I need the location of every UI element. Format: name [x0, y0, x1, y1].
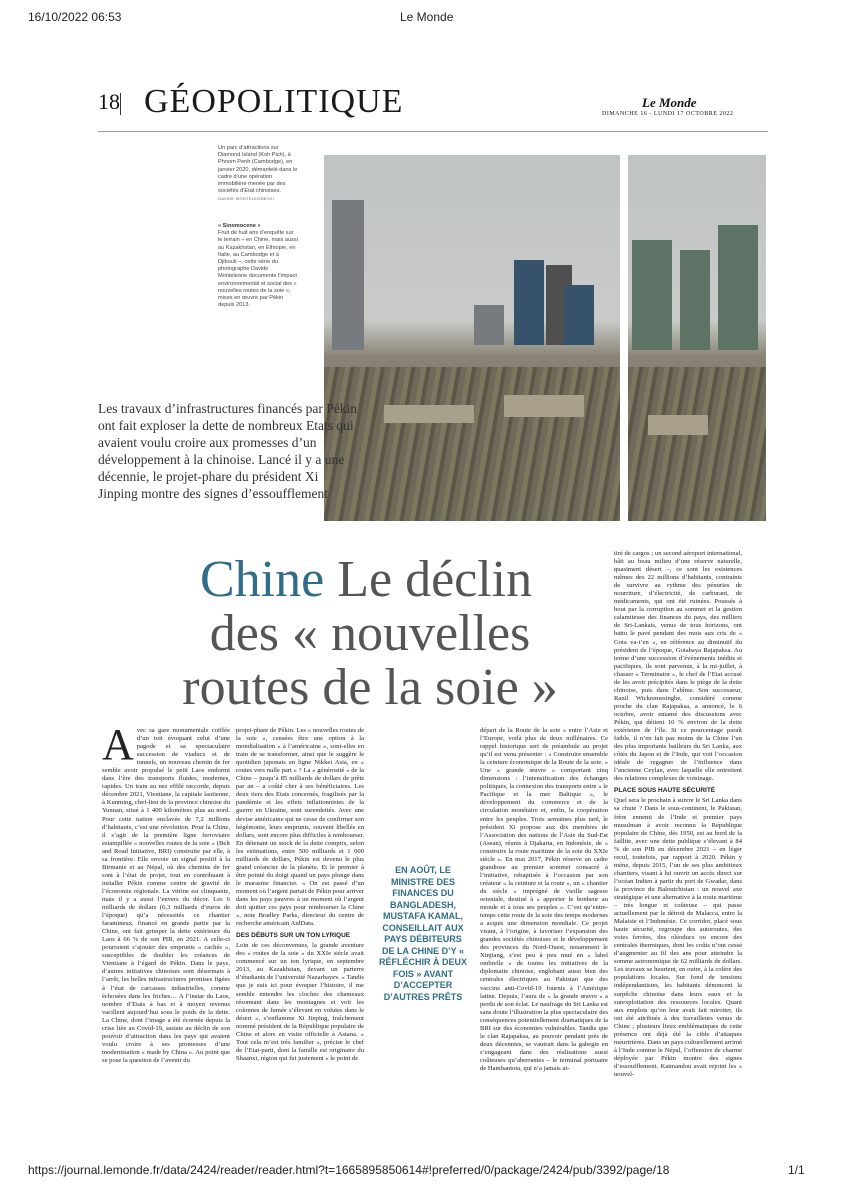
photo-right: [628, 155, 766, 521]
photo-debris: [384, 405, 474, 423]
photo-tower: [564, 285, 594, 345]
photo-tower: [514, 260, 544, 345]
article-title-rest: [150, 607, 590, 715]
title-keyword: Chine: [200, 551, 325, 608]
photo-tower: [474, 305, 504, 345]
photo-debris: [504, 395, 584, 417]
photo-tower: [632, 240, 672, 350]
column-4-text-b: Quel sera le prochain à suivre le Sri Lanka dans sa chute ? Dans le sous-continent, le Pakistan, frère ennemi de l’Inde et premier pays musulman à avoir reconnu la République populaire de Chine, dès 1950, est au bord de la faillite, avec une dette publique s’élevant à 84 % de son PIB en décembre 2021 – en léger recul, toutefois, par rapport à 2020. Pékin y mène, depuis 2015, l’un de ses plus ambitieux chantiers, visant à lui ouvrir un accès direct sur l’océan Indien à partir du port de Gwadar, dans la province du Baloutchistan : un nouvel axe stratégique et une alternative à la route maritime – très longue et coûteuse – qui passe actuellement par le détroit de Malacca, entre la Malaisie et l’Indonésie. Ce corridor, placé sous haute sécurité, regroupe des autoroutes, des voies ferrées, des oléoducs ou encore des centrales thermiques, dont les coûts n’ont cessé d’augmenter au fil des ans pour atteindre la somme astronomique de 62 milliards de dollars. Les travaux se heurtent, en outre, à la colère des populations locales. Sur fond de tensions indépendantistes, les habitants dénoncent la surpêche chinoise dans leurs eaux et la surexploitation des ressources locales. Quant aux emplois qu’on leur avait fait miroiter, ils ont été attribués à des travailleurs venus de Chine ; plusieurs lieux emblématiques de cette présence ont déjà été la cible d’attaques meurtrières. Dans un pays culturellement arrimé à l’Inde comme le Népal, l’offensive de charme déployée par Pékin montre des signes d’essoufflement. Katmandou avait rejoint les « nouvel-: [614, 797, 742, 1078]
pull-quote: EN AOÛT, LE MINISTRE DES FINANCES DU BANGLADESH, MUSTAFA KAMAL, CONSEILLAIT AUX PAYS DÉBITEURS DE LA CHINE D’Y « RÉFLÉCHIR À DEUX FOIS » AVANT D’ACCEPTER D’AUTRES PRÊTS: [378, 865, 467, 1002]
article-column-1: [102, 720, 230, 1065]
column-2-text: projet-phare de Pékin. Les « nouvelles routes de la soie », censées être une option à la mondialisation « à l’américaine », sont-elles en train de se transformer, ainsi que le suggère le quotidien japonais en ligne Nikkei Asia, en « routes vers nulle part » ? La « générosité » de la Chine – jusqu’à 85 milliards de dollars de prêts par an – a coûté cher à ses bénéficiaires. Les deux tiers des Etats concernés, fragilisés par la pandémie et les effets inflationnistes de la guerre en Ukraine, sont surendettés. Avec une devise américaine qui ne cesse de confirmer son hégémonie, leurs emprunts, souvent libellés en dollars, sont encore plus difficiles à rembourser. En détenant un stock de la dette compris, selon les estimations, entre 500 milliards et 1 000 milliards de dollars, Pékin est devenu le plus grand créancier de la planète. Et le premier à être pointé du doigt quand un pays plonge dans le marasme financier. « On est passé d’un moment où l’argent partait de Pékin pour arriver dans les pays pauvres à un moment où l’argent doit quitter ces pays pour rembourser la Chine », note Bradley Parks, directeur du centre de recherche américain AidData.: [236, 727, 364, 928]
page-number: 18: [98, 89, 120, 114]
series-caption: [218, 223, 298, 309]
column-3-text: départ de la Route de la soie » entre l’Asie et l’Europe, voilà plus de deux millénaires. Ce rappel historique sert de préambule au projet qu’il est venu présenter : « Construire ensemble la ceinture économique de la Route de la soie. » Une « grande œuvre » comportant cinq dimensions : l’intensification des échanges politiques, la connexion des transports entre « le Pacifique et la mer Baltique », le développement du commerce et de la circulation monétaire et, enfin, la coopération entre les peuples. Trois semaines plus tard, le président Xi propose aux dix membres de l’Association des nations de l’Asie du Sud-Est (Asean), réunis à Djakarta, en Indonésie, de « construire la route maritime de la soie du XXIe siècle ». En mai 2017, Pékin réserve un cadre grandiose au premier sommet consacré à l’initiative, rebaptisée à l’occasion par son créateur « la ceinture et la route », un « chantier du siècle » imprégné de vieille sagesse orientale, destiné à « apporter le bonheur au monde et à tous ses peuples ». C’est qu’entre-temps cette route de la soie des temps modernes a acquis une dimension mondiale. Ce projet visant, à l’origine, à favoriser l’expansion des grandes sociétés chinoises et le développement des provinces du Nord-Ouest, notamment le Xinjiang, s’est peu à peu mué en « label ombrelle » de toutes les initiatives de la diplomatie chinoise, englobant aussi bien des centrales électriques au Pakistan que des vaccins anti-Covid-19 fournis à l’Amérique latine. Depuis, l’aura de « la grande œuvre » a perdu de son éclat. Le naufrage du Sri Lanka est sans doute l’illustration la plus spectaculaire des conséquences potentiellement dramatiques de la BRI sur des économies vulnérables. Tandis que le clan Rajapaksa, au pouvoir pendant près de deux décennies, se vautrait dans la gabegie en s’engageant dans des réalisations aussi coûteuses qu’aberrantes – le terminal portuaire de Hambantota, qui n’a jamais at-: [480, 727, 608, 1072]
title-text-1: Le déclin: [337, 551, 533, 608]
issue-date: DIMANCHE 16 - LUNDI 17 OCTOBRE 2022: [602, 111, 734, 117]
column-4-text: tiré de cargos ; un second aéroport international, bâti au beau milieu d’une réserve naturelle, quasiment désert –, ce sont les existences mêmes des 22 millions d’habitants, contraints de survivre au rythme des pénuries de nourriture, d’électricité, de carburant, de médicaments, qui ont été ruinées. Poussés à bout par la corruption au sommet et la gestion calamiteuse des finances du pays, des milliers de Sri-Lankais, venus de tous horizons, ont battu le pavé pendant des mois aux cris de « Gota va-t’en », en référence au diminutif du président de l’époque, Gotabaya Rajapaksa. Au terme d’une succession d’événements inédits et pacifiques, ils sont parvenus, à la mi-juillet, à chasser « Terminator », le chef de l’Etat accusé de les avoir précipités dans le piège de la dette chinoise, puis dans l’abîme. Son successeur, Ranil Wickremesinghe, considéré comme proche du clan Rajapaksa, a annoncé, le 6 octobre, avoir entamé des discussions avec Pékin, qui détient 10 % environ de la dette extérieure de l’île. Si ce pourcentage paraît faible, il n’en fait pas moins de la Chine l’un des plus importants bailleurs du Sri Lanka, aux côtés du Japon et de l’Inde, qui voit l’occasion idéale de regagner de l’influence dans l’ancienne Ceylan, avec laquelle elle entretient des relations complexes de voisinage.: [614, 550, 742, 783]
column-2-text-b: Loin de ces déconvenues, la grande aventure des « routes de la soie » du XXIe siècle avait commencé sur un ton lyrique, en septembre 2013, au Kazakhstan, devant un parterre d’étudiants de l’université Nazarbayev. « Tandis que je suis ici pour évoquer l’histoire, il me semble entendre les cloches des chameaux résonnant dans les montagnes et voir les colonnes de fumée s’élevant en volutes dans le désert », s’enflamme Xi Jinping, fraîchement nommé président de la République populaire de Chine et alors en visite officielle à Astana. « Tout cela m’est très familier », précise le chef de l’Etat-parti, dont la famille est originaire du Shaanxi, région qui fut justement « le point de: [236, 942, 364, 1062]
photo-left: [324, 155, 620, 521]
section-title: GÉOPOLITIQUE: [144, 83, 404, 120]
photo-caption-text: Un parc d’attractions sur Diamond Island (Koh Pich), à Phnom Penh (Cambodge), en janvier 2020, démantelé dans le cadre d’une opération immobilière menée par des sociétés d’Etat chinoises.: [218, 145, 298, 195]
print-page-count: 1/1: [788, 1163, 805, 1177]
photo-credit: DAVIDE MONTELEONE/VII: [218, 196, 275, 202]
print-url: https://journal.lemonde.fr/data/2424/reader/reader.html?t=1665895850614#!preferred/0/package/2424/pub/3392/page/18: [28, 1163, 670, 1177]
photo-tower: [718, 225, 758, 350]
newspaper-page: [62, 75, 782, 1150]
print-title: Le Monde: [400, 10, 454, 24]
column-1-text: vec sa gare monumentale coiffée d’un toit évoquant celui d’une pagode et sa spectaculaire succession de viaducs et de tunnels, un nouveau chemin de fer semble avoir propulsé le petit Laos endormi dans l’ère des transports fluides, modernes, rapides. Un train au nez effilé raccorde, depuis décembre 2021, Vientiane, la capitale laotienne, à Kunming, chef-lieu de la province chinoise du Yunnan, situé à 1 400 kilomètres plus au nord. Pour cette nation enclavée de 7,2 millions d’habitants, c’est une révolution. Pour la Chine, il s’agit de la première ligne ferroviaire estampillée « nouvelles routes de la soie » (Belt and Road Initiative, BRI) construite par elle, à sa frontière. Elle envoie un signal positif à la Birmanie et au Népal, où des chemins de fer sont à l’état de projet, tout en contribuant à installer Pékin comme centre de gravité de l’économie régionale. La vitrine est clinquante, mais il y a aussi l’envers du décor. Les 6 milliards de dollars (6,3 milliards d’euros de l’époque) qu’a nécessités ce chantier faramineux, financé en grande partie par la Chine, ont fait grimper la dette extérieure du Laos à 66 % de son PIB, en 2021. A celle-ci pourraient s’ajouter des emprunts « cachés », susceptibles de doubler les créances de Vientiane à l’égard de Pékin. Dans le pays, d’autres initiatives chinoises sont désormais à l’arrêt, les belles infrastructures promises figées à l’état de carcasses industrielles, comme échouées dans les friches… A l’instar du Laos, nombre d’Etats à bas et à moyen revenus vacillent aujourd’hui sous le poids de la dette. La Chine, dont l’image a été écornée depuis la crise liée au Covid-19, assiste au déclin de son pouvoir d’attraction dans les pays qui avaient voulu croire à ses promesses d’une modernisation « made by China ». Au point que se pose la question de l’avenir du: [102, 727, 230, 1064]
title-text-3: routes de la soie »: [182, 659, 558, 716]
title-text-2: des « nouvelles: [209, 605, 531, 662]
article-column-2: [236, 727, 364, 1063]
subhead-1: DES DÉBUTS SUR UN TON LYRIQUE: [236, 932, 351, 940]
photo-ground: [628, 367, 766, 521]
article-column-3: [480, 727, 608, 1073]
header-separator: [120, 93, 121, 115]
photo-debris: [648, 415, 708, 435]
photo-tower: [680, 250, 710, 350]
drop-cap: A: [102, 720, 134, 769]
le-monde-logo: Le Monde: [642, 95, 697, 110]
photo-caption: [218, 145, 298, 204]
series-caption-title: « Sinomocene »: [218, 223, 261, 229]
article-title-line1: [200, 553, 532, 607]
photo-tower: [332, 200, 364, 350]
series-caption-text: Fruit de huit ans d’enquête sur le terrain – en Chine, mais aussi au Kazakhstan, en Ethiopie, en Italie, au Cambodge et à Djibouti –, cette série du photographe Davide Monteleone documente l’impact environnemental et social des « nouvelles routes de la soie », mises en œuvre par Pékin depuis 2013.: [218, 230, 298, 309]
article-column-4: [614, 550, 742, 1079]
photo-ground: [324, 367, 620, 521]
print-datetime: 16/10/2022 06:53: [28, 10, 122, 24]
subhead-2: PLACE SOUS HAUTE SÉCURITÉ: [614, 787, 716, 795]
header-rule: [98, 131, 768, 132]
article-lead: Les travaux d’infrastructures financés par Pékin ont fait exploser la dette de nombreux Etats qui avaient voulu croire aux promesses d’un développement à la chinoise. Lancé il y a une décennie, le projet-phare du président Xi Jinping montre des signes d’essoufflement: [98, 401, 358, 501]
